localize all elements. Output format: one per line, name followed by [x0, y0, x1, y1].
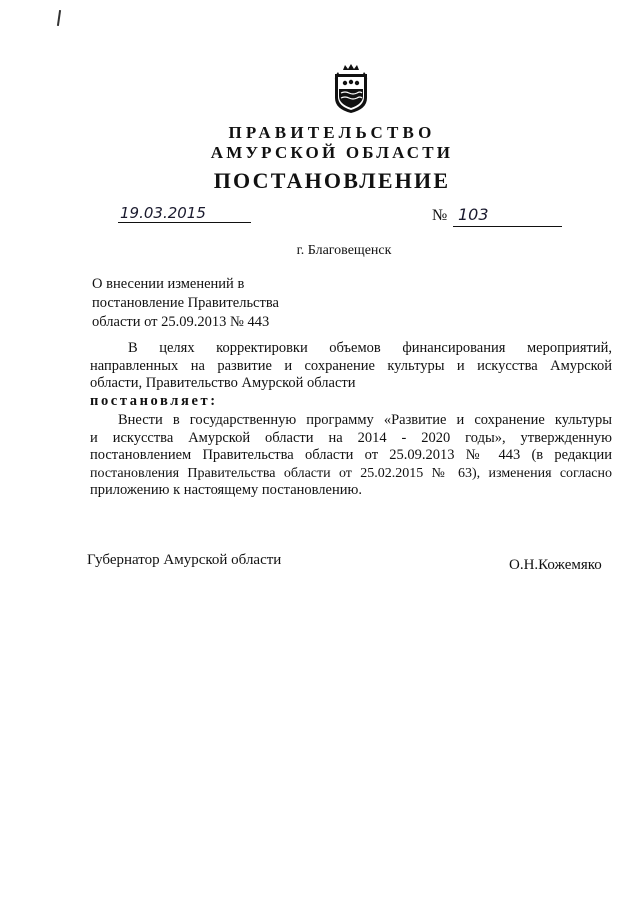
paragraph-line: постановлением Правительства области от 25.09.2013 № 443 (в редакции: [90, 447, 612, 463]
paragraph-line: Внести в государственную программу «Развитие и сохранение культуры: [118, 412, 612, 428]
number-sign: №: [432, 207, 448, 224]
signatory-name: О.Н.Кожемяко: [509, 557, 602, 573]
coat-of-arms-icon: [329, 64, 373, 114]
number-underline: [453, 226, 562, 227]
scan-mark: [57, 10, 61, 26]
preamble-paragraph: [90, 340, 612, 393]
paragraph-line: и искусства Амурской области на 2014 - 2020 годы», утвержденную: [90, 429, 612, 446]
paragraph-line: постановления Правительства области от 25.02.2015 № 63), изменения согласно: [90, 465, 612, 481]
signatory-title: Губернатор Амурской области: [87, 552, 282, 568]
paragraph-line: приложению к настоящему постановлению.: [90, 482, 362, 498]
decree-subject: [92, 275, 279, 332]
paragraph-line: направленных на развитие и сохранение культуры и искусства Амурской: [90, 357, 612, 374]
document-type-title: ПОСТАНОВЛЕНИЕ: [213, 168, 451, 193]
region-title: АМУРСКОЙ ОБЛАСТИ: [210, 143, 454, 162]
paragraph-line: области, Правительство Амурской области: [90, 375, 356, 391]
decision-paragraph: [90, 412, 612, 500]
paragraph-line: В целях корректировки объемов финансирования мероприятий,: [128, 340, 612, 356]
subject-line: О внесении изменений в: [92, 276, 245, 292]
decree-date: 19.03.2015: [120, 204, 206, 222]
decree-number: 103: [458, 205, 489, 224]
subject-line: области от 25.09.2013 № 443: [92, 314, 270, 330]
government-title: ПРАВИТЕЛЬСТВО: [228, 123, 436, 142]
city-label: г. Благовещенск: [296, 243, 392, 258]
subject-line: постановление Правительства: [92, 295, 279, 311]
date-underline: [118, 222, 251, 223]
decree-keyword: постановляет:: [90, 393, 218, 409]
